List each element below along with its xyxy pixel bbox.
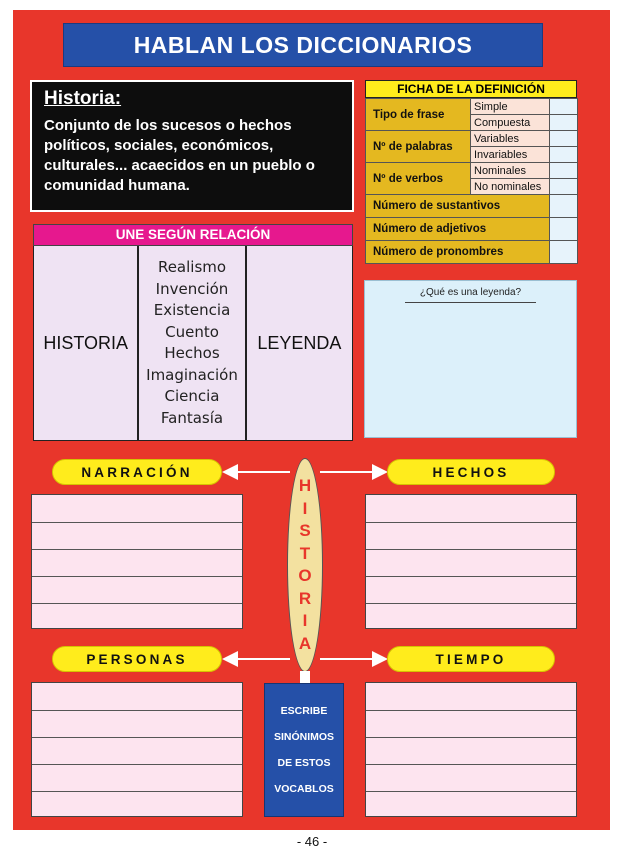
list-item[interactable]: Ciencia (164, 387, 220, 405)
tiempo-writing-box[interactable] (365, 682, 577, 817)
row-label: Número de sustantivos (366, 195, 550, 218)
narracion-writing-box[interactable] (31, 494, 243, 629)
page-number: - 46 - (296, 834, 328, 849)
letter: I (302, 611, 308, 630)
row-label: Nº de verbos (366, 163, 471, 195)
matching-right-term[interactable]: LEYENDA (257, 332, 342, 353)
pill-hechos: HECHOS (387, 459, 555, 485)
list-item[interactable]: Cuento (165, 322, 219, 341)
definition-term: Historia: (44, 88, 122, 109)
letter: R (298, 588, 312, 608)
instruction-line: SINÓNIMOS (273, 731, 335, 743)
matching-left-term[interactable]: HISTORIA (34, 246, 139, 440)
list-item[interactable]: Realismo (157, 258, 227, 276)
letter: S (299, 521, 311, 540)
instruction-line: DE ESTOS (277, 757, 331, 769)
pill-tiempo: TIEMPO (387, 646, 555, 672)
instruction-line: ESCRIBE (280, 705, 328, 717)
letter: H (298, 476, 312, 495)
list-item[interactable]: Hechos (164, 344, 220, 362)
letter: I (302, 498, 308, 518)
list-item[interactable]: Fantasía (160, 408, 224, 427)
option-label: Compuesta (471, 115, 550, 131)
option-label: Simple (471, 99, 550, 115)
definition-sheet-header: FICHA DE LA DEFINICIÓN (365, 80, 577, 98)
option-label: No nominales (471, 179, 550, 195)
definition-text: Conjunto de los sucesos o hechos políticos, sociales, económicos, culturales... acaecidos en un pueblo o comunidad humana. (44, 117, 315, 194)
letter: T (299, 543, 311, 563)
row-label: Número de pronombres (366, 241, 550, 264)
personas-writing-box[interactable] (31, 682, 243, 817)
letter: A (298, 633, 312, 653)
row-label: Tipo de frase (366, 99, 471, 131)
option-label: Invariables (471, 147, 550, 163)
option-label: Nominales (471, 163, 550, 179)
list-item[interactable]: Invención (155, 279, 229, 298)
pill-personas: PERSONAS (52, 646, 222, 672)
option-label: Variables (471, 131, 550, 147)
row-label: Número de adjetivos (366, 218, 550, 241)
hechos-writing-box[interactable] (365, 494, 577, 629)
list-item[interactable]: Existencia (153, 301, 231, 319)
legend-question: ¿Qué es una leyenda? (419, 287, 522, 298)
matching-header: UNE SEGÚN RELACIÓN (33, 224, 353, 246)
pill-narracion: NARRACIÓN (52, 459, 222, 485)
historia-oval (287, 458, 323, 672)
list-item[interactable]: Imaginación (146, 365, 238, 384)
letter: O (298, 566, 312, 585)
oval-stem (300, 671, 310, 683)
page-title: HABLAN LOS DICCIONARIOS (63, 23, 543, 67)
row-label: Nº de palabras (366, 131, 471, 163)
instruction-line: VOCABLOS (274, 783, 334, 795)
synonyms-instruction-box (264, 683, 344, 817)
